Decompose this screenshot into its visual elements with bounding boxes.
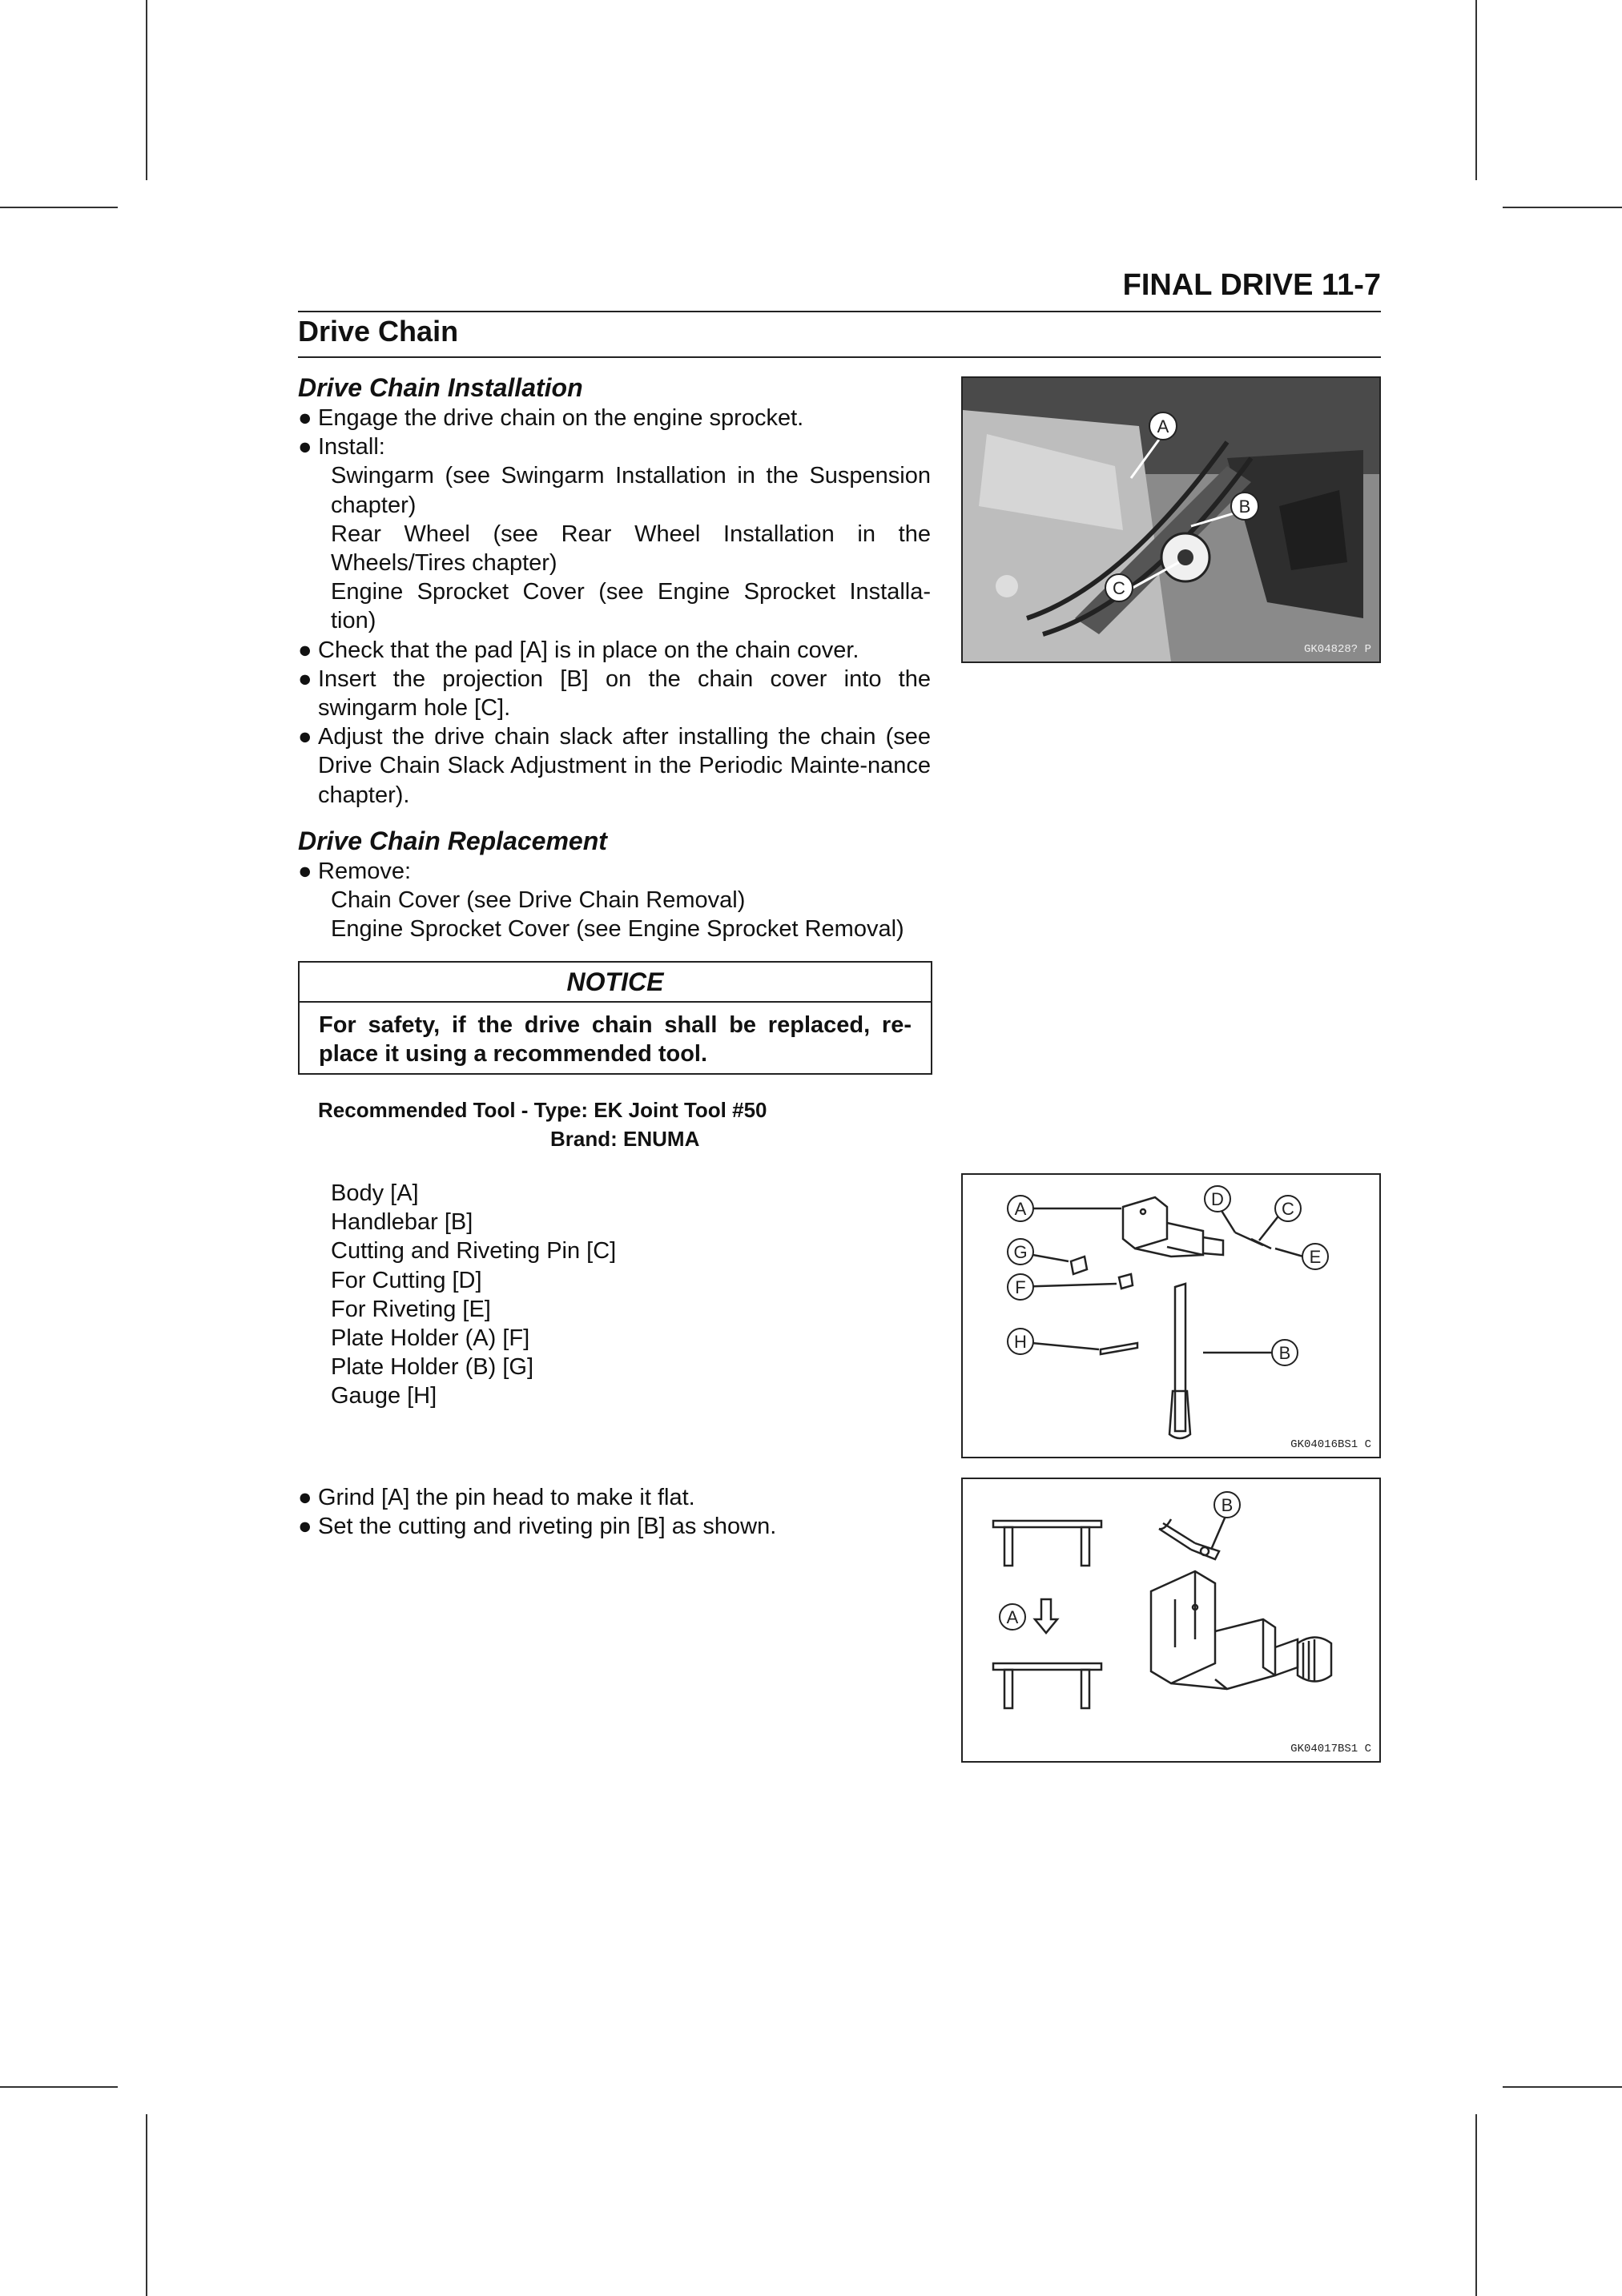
notice-title: NOTICE: [300, 963, 931, 1003]
callout-a: A: [1157, 416, 1169, 436]
label-b: B: [1221, 1495, 1234, 1515]
replacement-section: [298, 825, 931, 944]
bullet-text: Remove:: [318, 858, 412, 884]
section-rule: [298, 356, 1381, 358]
installation-heading: Drive Chain Installation: [298, 373, 583, 402]
section-title: Drive Chain: [298, 315, 459, 348]
label-b: B: [1278, 1343, 1291, 1363]
joint-tool-diagram: [961, 1173, 1381, 1458]
tool-part: Cutting and Riveting Pin [C]: [331, 1238, 617, 1265]
list-item: ● Check that the pad [A] is in place on the chain cover.: [298, 636, 931, 665]
crop-mark: [1475, 2114, 1477, 2296]
grind-section: [298, 1483, 931, 1541]
bullet-text: Adjust the drive chain slack after installing the chain (see Drive Chain Slack Adjustment in the Periodic Mainte-nance chapter).: [318, 724, 931, 808]
tool-part: Plate Holder (B) [G]: [331, 1354, 534, 1381]
tool-type-value: EK Joint Tool #50: [594, 1098, 767, 1122]
pin-setting-diagram: [961, 1478, 1381, 1763]
install-item: Swingarm (see Swingarm Installation in the Suspension chapter): [331, 463, 931, 518]
bullet-text: Engage the drive chain on the engine sprocket.: [318, 405, 804, 431]
list-item: ● Set the cutting and riveting pin [B] as shown.: [298, 1512, 931, 1541]
crop-mark: [0, 2086, 118, 2088]
list-item: ● Engage the drive chain on the engine sprocket.: [298, 404, 931, 432]
label-g: G: [1013, 1242, 1028, 1262]
label-e: E: [1309, 1247, 1322, 1267]
header-rule: [298, 311, 1381, 312]
tool-part: For Riveting [E]: [331, 1296, 491, 1322]
list-item: ● Adjust the drive chain slack after installing the chain (see Drive Chain Slack Adjustment in the Periodic Mainte-nance chapter).: [298, 722, 931, 810]
figure-code: GK04016BS1 C: [1290, 1438, 1371, 1451]
remove-item: Chain Cover (see Drive Chain Removal): [331, 887, 746, 914]
crop-mark: [146, 2114, 147, 2296]
label-f: F: [1015, 1277, 1026, 1297]
bullet-text: Set the cutting and riveting pin [B] as shown.: [318, 1514, 777, 1540]
tool-part: Gauge [H]: [331, 1383, 437, 1409]
callout-c: C: [1113, 578, 1125, 598]
tool-parts-list: [298, 1179, 931, 1411]
install-item: Rear Wheel (see Rear Wheel Installation in the Wheels/Tires chapter): [331, 521, 931, 577]
bullet-text: Check that the pad [A] is in place on the chain cover.: [318, 637, 859, 663]
crop-mark: [0, 207, 118, 208]
tool-part: Body [A]: [331, 1180, 419, 1206]
crop-mark: [1475, 0, 1477, 180]
page-title: FINAL DRIVE 11-7: [1122, 268, 1381, 302]
recommended-tool: [318, 1096, 767, 1153]
label-h: H: [1014, 1332, 1027, 1352]
figure-code: GK04017BS1 C: [1290, 1743, 1371, 1755]
installation-section: [298, 372, 931, 810]
notice-text: For safety, if the drive chain shall be replaced, re-place it using a recommended tool.: [319, 1012, 912, 1067]
label-a: A: [1006, 1607, 1019, 1627]
install-item: Engine Sprocket Cover (see Engine Sprocket Installa-tion): [331, 579, 931, 634]
tool-type-label: Recommended Tool - Type:: [318, 1098, 589, 1122]
crop-mark: [1503, 207, 1622, 208]
chain-cover-photo: [961, 376, 1381, 663]
bullet-text: Grind [A] the pin head to make it flat.: [318, 1485, 695, 1510]
remove-item: Engine Sprocket Cover (see Engine Sprocket Removal): [331, 916, 904, 943]
list-item: ● Install:: [298, 432, 931, 461]
bullet-text: Insert the projection [B] on the chain cover into the swingarm hole [C].: [318, 665, 931, 722]
callout-b: B: [1238, 497, 1251, 517]
tool-part: Handlebar [B]: [331, 1209, 473, 1236]
list-item: ● Insert the projection [B] on the chain cover into the swingarm hole [C].: [298, 665, 931, 722]
label-a: A: [1014, 1199, 1027, 1219]
label-d: D: [1211, 1189, 1224, 1209]
tool-part: Plate Holder (A) [F]: [331, 1325, 530, 1352]
tool-part: For Cutting [D]: [331, 1267, 482, 1293]
crop-mark: [1503, 2086, 1622, 2088]
list-item: ● Remove:: [298, 857, 931, 886]
tool-brand-value: ENUMA: [623, 1127, 700, 1151]
replacement-heading: Drive Chain Replacement: [298, 826, 607, 855]
notice-box: [298, 961, 932, 1075]
list-item: ● Grind [A] the pin head to make it flat.: [298, 1483, 931, 1512]
label-c: C: [1282, 1199, 1294, 1219]
bullet-text: Install:: [318, 434, 385, 460]
tool-brand-label: Brand:: [550, 1127, 618, 1151]
figure-code: GK04828? P: [1303, 643, 1371, 656]
crop-mark: [146, 0, 147, 180]
